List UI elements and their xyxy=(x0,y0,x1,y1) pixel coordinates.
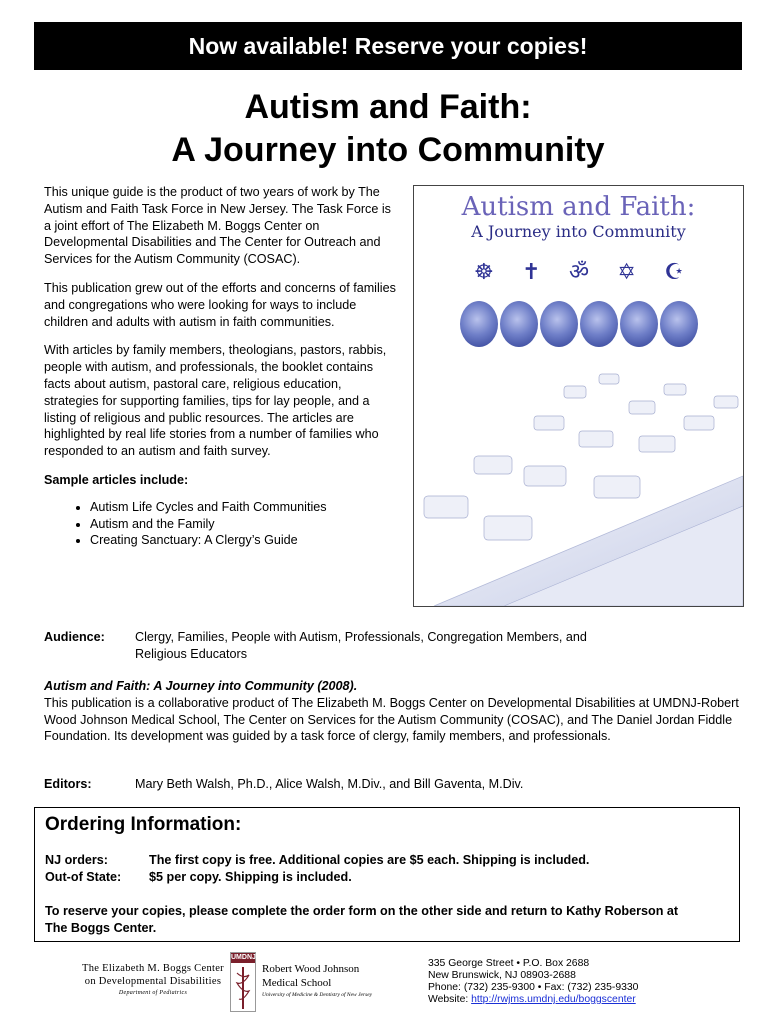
publication-text: This publication is a collaborative product of The Elizabeth M. Boggs Center on Developmental Disabilities at UMDNJ-Robert Wood Johnson Medical School, The Center on Services for the Autism Community (COSAC), and The Daniel Jordan Fiddle Foundation. Its development was guided by a task force of clergy, family members, and professionals. xyxy=(44,695,739,744)
intro-section xyxy=(44,184,396,549)
nj-orders-label: NJ orders: xyxy=(45,853,108,867)
faith-symbols xyxy=(474,260,684,284)
website-label: Website: xyxy=(428,994,472,1005)
audience-value: Clergy, Families, People with Autism, Professionals, Congregation Members, and Religious Educators xyxy=(135,630,587,661)
umdnj-logo-icon xyxy=(230,952,256,1012)
star-of-david-icon: ✡ xyxy=(617,259,636,284)
om-icon: ॐ xyxy=(568,259,590,284)
crescent-icon: ☪ xyxy=(664,259,684,284)
address-street: 335 George Street • P.O. Box 2688 xyxy=(428,958,590,969)
publication-section xyxy=(44,678,744,745)
ordering-info-box xyxy=(34,807,740,942)
intro-paragraph-2: This publication grew out of the efforts and concerns of families and congregations who were looking for ways to include children and adults with autism in faith communities. xyxy=(44,280,396,329)
list-item: • Creating Sanctuary: A Clergy’s Guide xyxy=(90,532,396,549)
puzzle-pieces-illustration xyxy=(414,356,743,606)
book-cover-image xyxy=(413,185,744,607)
rwj-logo-line-1: Robert Wood Johnson xyxy=(262,963,360,975)
cover-subtitle: A Journey into Community xyxy=(471,222,686,241)
editors-value: Mary Beth Walsh, Ph.D., Alice Walsh, M.Div., and Bill Gaventa, M.Div. xyxy=(135,777,524,791)
page-title xyxy=(34,86,742,172)
publication-heading: Autism and Faith: A Journey into Community (2008). xyxy=(44,679,358,693)
rwj-medical-school-logo xyxy=(262,962,382,1000)
dharma-wheel-icon: ☸ xyxy=(474,259,494,284)
nj-orders-value: The first copy is free. Additional copies are $5 each. Shipping is included. xyxy=(149,853,590,867)
out-of-state-label: Out-of State: xyxy=(45,870,122,884)
audience-label: Audience: xyxy=(44,630,105,644)
intro-paragraph-1: This unique guide is the product of two years of work by The Autism and Faith Task Force in New Jersey. The Task Force is a joint effort of The Elizabeth M. Boggs Center on Developmental Disabilities and The Center for Outreach and Services for the Autism Community (COSAC). xyxy=(44,185,391,267)
title-line-1: Autism and Faith: xyxy=(244,88,532,126)
portrait-photo xyxy=(620,301,658,347)
ordering-note: To reserve your copies, please complete the order form on the other side and return to Kathy Roberson at The Boggs Center. xyxy=(45,904,679,935)
cover-title: Autism and Faith: xyxy=(461,192,696,222)
rwj-logo-line-2: Medical School xyxy=(262,977,332,989)
list-item: • Autism Life Cycles and Faith Communities xyxy=(90,499,396,516)
boggs-center-logo xyxy=(78,962,228,998)
ordering-title: Ordering Information: xyxy=(45,814,242,835)
announcement-banner: Now available! Reserve your copies! xyxy=(34,22,742,70)
contact-address xyxy=(428,958,748,1006)
title-line-2: A Journey into Community xyxy=(171,131,605,169)
rwj-logo-university: University of Medicine & Dentistry of New Jersey xyxy=(262,992,373,998)
boggs-logo-line-2: on Developmental Disabilities xyxy=(84,976,222,987)
intro-paragraph-3: With articles by family members, theologians, pastors, rabbis, people with autism, and professionals, the booklet contains facts about autism, pastoral care, religious education, strategies for supporting families, tips for lay people, and a listing of religious and public resources. The articles are highlighted by real life stories from a number of families who responded to an autism and faith survey. xyxy=(44,343,387,459)
list-item: • Autism and the Family xyxy=(90,516,396,533)
portrait-photo xyxy=(500,301,538,347)
umdnj-logo-tag: UMDNJ xyxy=(231,954,256,961)
institution-logos xyxy=(78,952,378,1014)
boggs-logo-dept: Department of Pediatrics xyxy=(118,990,188,996)
boggs-logo-line-1: The Elizabeth M. Boggs Center xyxy=(82,963,224,974)
sample-articles-heading: Sample articles include: xyxy=(44,472,189,487)
portrait-photo xyxy=(580,301,618,347)
address-website-row xyxy=(428,994,748,1006)
editors-label: Editors: xyxy=(44,777,92,791)
address-phone-fax: Phone: (732) 235-9300 • Fax: (732) 235-9330 xyxy=(428,982,639,993)
portrait-photos xyxy=(460,301,698,347)
portrait-photo xyxy=(660,301,698,347)
caduceus-icon xyxy=(231,963,255,1011)
portrait-photo xyxy=(540,301,578,347)
website-link[interactable]: http://rwjms.umdnj.edu/boggscenter xyxy=(471,994,636,1005)
sample-articles-list xyxy=(44,499,396,549)
cross-icon: ✝ xyxy=(522,259,541,284)
portrait-photo xyxy=(460,301,498,347)
out-of-state-value: $5 per copy. Shipping is included. xyxy=(149,870,352,884)
address-city: New Brunswick, NJ 08903-2688 xyxy=(428,970,576,981)
